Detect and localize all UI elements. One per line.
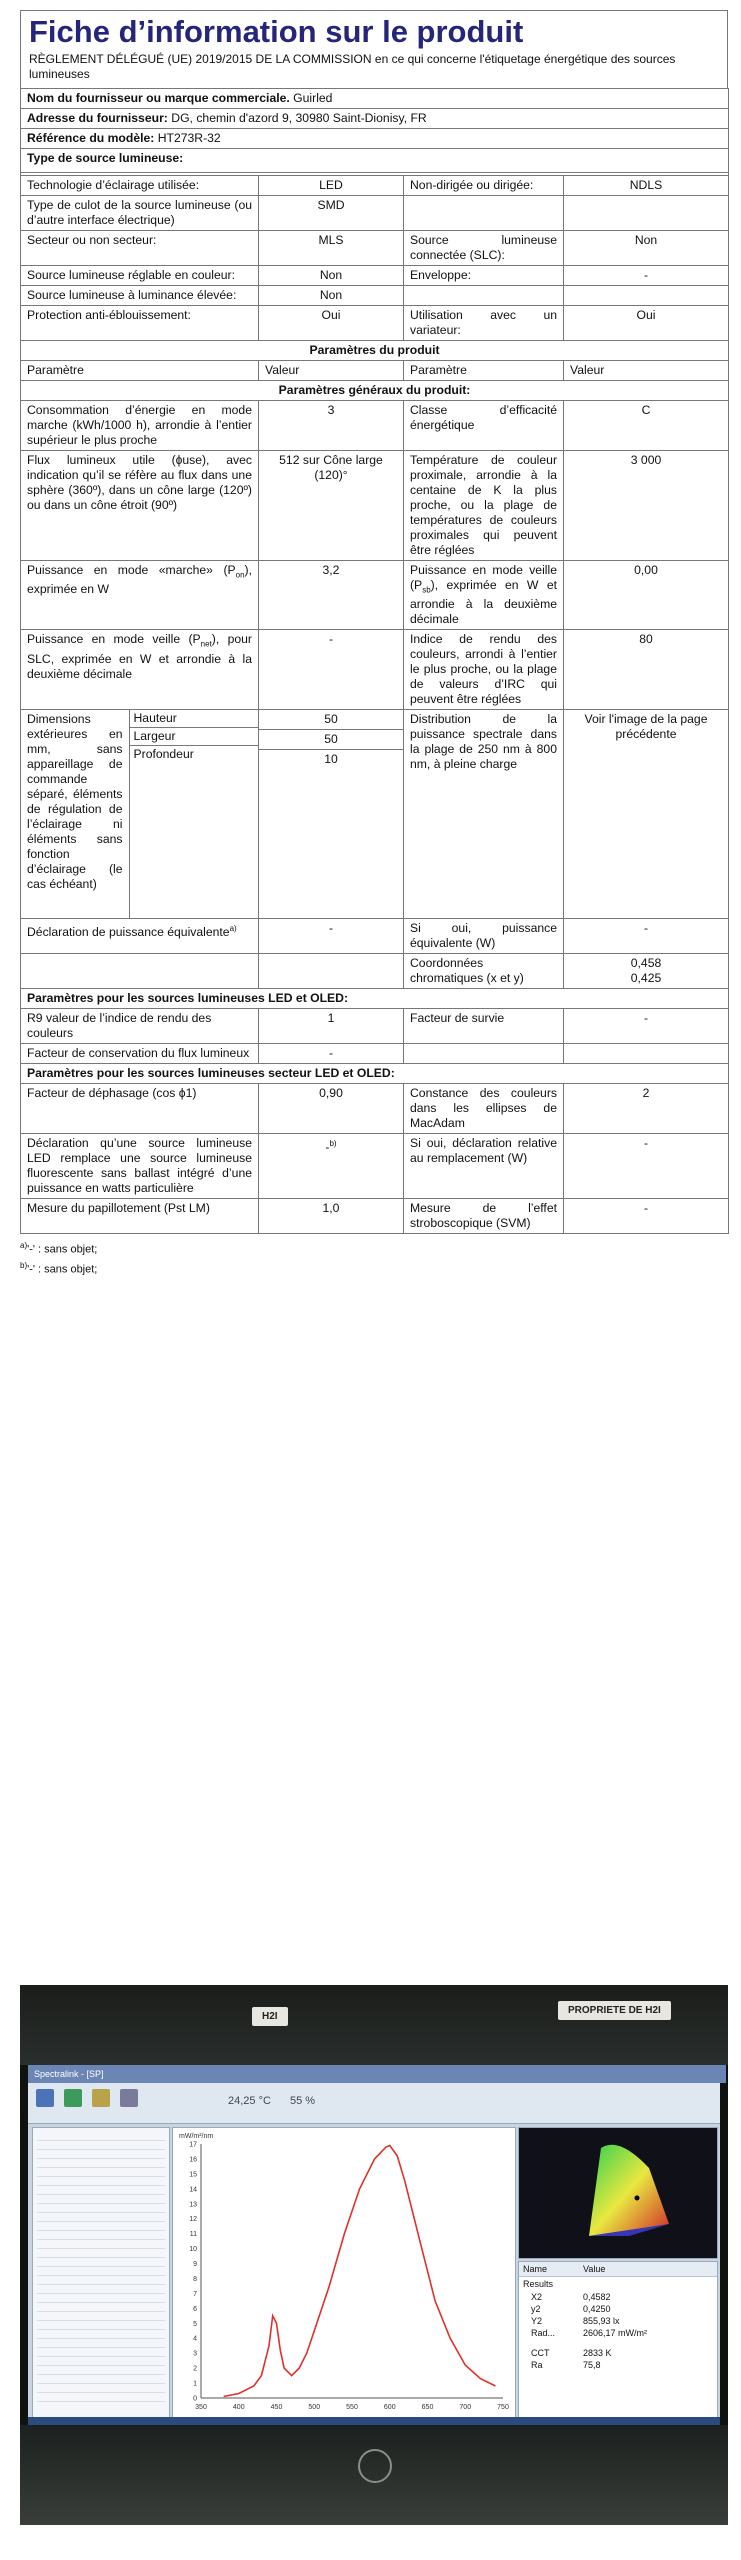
param-label: Mesure de l’effet stroboscopique (SVM) (404, 1199, 564, 1234)
param-value: C (564, 401, 729, 451)
result-name: X2 (531, 2292, 543, 2302)
address-value: DG, chemin d'azord 9, 30980 Saint-Dionisy, FR (171, 111, 427, 125)
dimension-value: 10 (324, 752, 338, 767)
spectrometer-photo (20, 1985, 728, 2525)
dimension-name: Profondeur (129, 746, 259, 919)
type-label: Source lumineuse connectée (SLC): (404, 231, 564, 266)
type-value: - (564, 266, 729, 286)
y-tick-label: 10 (189, 2246, 197, 2254)
col-header-param: Paramètre (21, 361, 259, 381)
dimension-value: 50 (259, 730, 403, 750)
result-value: 0,4250 (583, 2304, 611, 2314)
type-value: Oui (259, 306, 404, 341)
type-row (21, 286, 729, 306)
y-tick-label: 12 (189, 2216, 197, 2224)
title-box (20, 10, 728, 88)
footnotes (20, 1238, 728, 1277)
param-label: Indice de rendu des couleurs, arrondi à l’entier le plus proche, ou la plage de valeurs d’IRC qui peuvent être réglées (404, 630, 564, 710)
temperature-readout: 24,25 °C (228, 2095, 271, 2107)
label-part: ), pour SLC, exprimée en W et arrondie à la deuxième décimale (27, 632, 252, 681)
taskbar (28, 2417, 720, 2425)
param-row (21, 1044, 729, 1064)
param-label: Si oui, puissance équivalente (W) (404, 919, 564, 954)
type-row (21, 266, 729, 286)
address-row (21, 109, 729, 129)
x-tick-label: 550 (346, 2404, 358, 2411)
result-value: 75,8 (583, 2360, 601, 2370)
type-value (564, 196, 729, 231)
y-tick-label: 7 (193, 2290, 197, 2298)
results-header (519, 2262, 717, 2277)
param-label: Facteur de déphasage (cos ϕ1) (21, 1084, 259, 1134)
param-row (21, 710, 729, 919)
y-tick-label: 2 (193, 2365, 197, 2373)
model-label: Référence du modèle: (27, 131, 155, 145)
type-label: Technologie d’éclairage utilisée: (21, 176, 259, 196)
laptop-bezel (20, 1985, 728, 2065)
chart-axes (201, 2144, 503, 2398)
results-row (519, 2359, 717, 2371)
param-label: Distribution de la puissance spectrale dans la plage de 250 nm à 800 nm, à pleine charge (404, 710, 564, 919)
result-name: Rad... (531, 2328, 556, 2338)
results-heading: Results (523, 2279, 554, 2289)
type-value: MLS (259, 231, 404, 266)
param-value: Voir l'image de la page précédente (564, 710, 729, 919)
type-label (404, 196, 564, 231)
footnote-mark: b) (20, 1261, 28, 1271)
address-label: Adresse du fournisseur: (27, 111, 168, 125)
value-part: - (325, 1140, 330, 1155)
x-tick-label: 450 (270, 2404, 283, 2411)
param-label (21, 919, 259, 954)
param-value: 1 (259, 1009, 404, 1044)
humidity-readout: 55 % (290, 2095, 316, 2107)
type-value: SMD (259, 196, 404, 231)
param-value: - (259, 1044, 404, 1064)
page-title: Fiche d’information sur le produit (29, 14, 524, 49)
property-sticker: PROPRIETE DE H2I (558, 2001, 671, 2020)
result-value: 2833 K (583, 2348, 612, 2358)
results-col-name: Name (523, 2264, 548, 2274)
type-label: Source lumineuse réglable en couleur: (21, 266, 259, 286)
supplier-row (21, 89, 729, 109)
laptop-screen (28, 2065, 720, 2425)
param-label: Flux lumineux utile (ɸuse), avec indication qu’il se réfère au flux dans une sphère (360º), dans un cône large (120º) ou dans un cône étroit (90º) (21, 451, 259, 561)
small-sticker: H2I (252, 2007, 288, 2026)
param-value: - (259, 630, 404, 710)
results-col-value: Value (583, 2264, 606, 2274)
result-name: CCT (531, 2348, 550, 2358)
regulation-text: RÈGLEMENT DÉLÉGUÉ (UE) 2019/2015 DE LA COMMISSION en ce qui concerne l'étiquetage énergétique des sources lumineuses (29, 52, 676, 81)
param-row (21, 561, 729, 630)
chromaticity-point (635, 2196, 640, 2201)
result-name: Ra (531, 2360, 543, 2370)
dimensions-label: Dimensions extérieures en mm, sans appareillage de commande séparé, éléments de régulation de l’éclairage ni éléments sans fonction d’éclairage (le cas échéant) (27, 712, 123, 892)
y-tick-label: 1 (193, 2380, 197, 2388)
type-value: Non (564, 231, 729, 266)
x-tick-label: 400 (232, 2404, 245, 2411)
mains-heading: Paramètres pour les sources lumineuses secteur LED et OLED: (21, 1064, 729, 1084)
col-header-value: Valeur (564, 361, 729, 381)
y-tick-label: 0 (193, 2395, 197, 2403)
footnote-mark: a) (20, 1241, 28, 1251)
param-value: 80 (564, 630, 729, 710)
type-label: Non-dirigée ou dirigée: (404, 176, 564, 196)
type-label: Secteur ou non secteur: (21, 231, 259, 266)
type-label: Source lumineuse à luminance élevée: (21, 286, 259, 306)
general-heading: Paramètres généraux du produit: (21, 381, 729, 401)
col-header-param: Paramètre (404, 361, 564, 381)
empty-cell (564, 1044, 729, 1064)
param-value: - (564, 1009, 729, 1044)
results-panel (518, 2261, 718, 2419)
spectrum-chart (173, 2128, 513, 2416)
y-tick-label: 14 (189, 2186, 197, 2194)
x-tick-label: 700 (459, 2404, 472, 2411)
col-header-value: Valeur (259, 361, 404, 381)
spectrum-panel (172, 2127, 516, 2419)
footnote (20, 1238, 728, 1258)
x-tick-label: 500 (308, 2404, 321, 2411)
param-value: 512 sur Cône large (120)° (259, 451, 404, 561)
param-label: Température de couleur proximale, arrondie à la centaine de K la plus proche, ou la plage de températures de couleurs proximales qui peuvent être réglées (404, 451, 564, 561)
footnote-text: '-' : sans objet; (27, 1263, 98, 1276)
param-value: 1,0 (259, 1199, 404, 1234)
type-value: Non (259, 266, 404, 286)
x-tick-label: 350 (195, 2404, 207, 2411)
param-label: Classe d’efficacité énergétique (404, 401, 564, 451)
chroma-y: 0,425 (630, 971, 662, 986)
results-row (519, 2315, 717, 2327)
type-row (21, 231, 729, 266)
chroma-x: 0,458 (630, 956, 662, 971)
type-label: Type de culot de la source lumineuse (ou d’autre interface électrique) (21, 196, 259, 231)
dimensions-values-cell (259, 710, 404, 919)
dimension-name: Largeur (129, 728, 259, 746)
param-row (21, 451, 729, 561)
param-label: Facteur de survie (404, 1009, 564, 1044)
param-label (21, 561, 259, 630)
param-value: 2 (564, 1084, 729, 1134)
param-label (404, 561, 564, 630)
info-table (20, 88, 729, 1234)
y-tick-label: 16 (189, 2156, 197, 2164)
label-part: ), exprimée en W (27, 563, 252, 597)
dimensions-table (21, 710, 259, 918)
result-value: 0,4582 (583, 2292, 611, 2302)
y-tick-label: 8 (193, 2275, 197, 2283)
param-row (21, 919, 729, 954)
param-row (21, 1134, 729, 1199)
footnote-text: '-' : sans objet; (27, 1244, 98, 1257)
dimension-name: Hauteur (129, 710, 259, 728)
type-row (21, 176, 729, 196)
cie-locus (589, 2145, 669, 2236)
y-tick-label: 4 (193, 2335, 197, 2343)
result-name: y2 (531, 2304, 541, 2314)
empty-cell (404, 1044, 564, 1064)
app-title-bar: Spectralink - [SP] (28, 2065, 726, 2083)
subscript: sb (422, 585, 431, 595)
y-tick-label: 17 (189, 2141, 197, 2149)
y-tick-label: 11 (189, 2231, 197, 2239)
param-row (21, 1084, 729, 1134)
param-label: R9 valeur de l’indice de rendu des couleurs (21, 1009, 259, 1044)
footnote (20, 1258, 728, 1278)
type-row (21, 196, 729, 231)
subscript: on (235, 570, 245, 580)
type-value: Non (259, 286, 404, 306)
results-row (519, 2339, 717, 2359)
param-value: 3,2 (259, 561, 404, 630)
type-label (404, 286, 564, 306)
footnote-mark: a) (229, 924, 237, 934)
y-tick-label: 13 (189, 2201, 197, 2209)
param-label: Déclaration qu’une source lumineuse LED remplace une source lumineuse fluorescente sans ballast intégré d’une puissance en watts particulière (21, 1134, 259, 1199)
column-header-row (21, 361, 729, 381)
supplier-value: Guirled (293, 91, 333, 105)
param-label: Mesure du papillotement (Pst LM) (21, 1199, 259, 1234)
param-label (21, 630, 259, 710)
results-row (519, 2291, 717, 2303)
led-oled-heading: Paramètres pour les sources lumineuses LED et OLED: (21, 989, 729, 1009)
result-value: 855,93 lx (583, 2316, 620, 2326)
params-heading: Paramètres du produit (21, 341, 729, 361)
param-row (21, 1199, 729, 1234)
param-label: Si oui, déclaration relative au remplacement (W) (404, 1134, 564, 1199)
type-value: LED (259, 176, 404, 196)
spectrum-series-line (224, 2146, 496, 2397)
type-value: NDLS (564, 176, 729, 196)
data-tree-panel (32, 2127, 170, 2419)
x-tick-label: 650 (421, 2404, 434, 2411)
param-row (21, 954, 729, 989)
param-label: Constance des couleurs dans les ellipses de MacAdam (404, 1084, 564, 1134)
label-part: Puissance en mode «marche» (P (27, 563, 236, 577)
y-tick-label: 6 (193, 2305, 197, 2313)
type-value (564, 286, 729, 306)
param-row (21, 630, 729, 710)
result-value: 2606,17 mW/m² (583, 2328, 648, 2338)
param-value: 3 (259, 401, 404, 451)
param-row (21, 1009, 729, 1044)
hp-logo-icon (358, 2449, 392, 2483)
type-label: Enveloppe: (404, 266, 564, 286)
chart-ticks (189, 2142, 509, 2412)
param-label: Coordonnées chromatiques (x et y) (404, 954, 564, 989)
param-value (259, 1134, 404, 1199)
label-part: ), exprimée en W et arrondie à la deuxième décimale (410, 578, 557, 627)
type-label: Utilisation avec un variateur: (404, 306, 564, 341)
y-tick-label: 3 (193, 2350, 197, 2358)
x-tick-label: 750 (497, 2404, 509, 2411)
cie-diagram-panel (518, 2127, 718, 2259)
type-value: Oui (564, 306, 729, 341)
param-value: - (564, 919, 729, 954)
save-icon[interactable] (64, 2089, 82, 2107)
param-label: Facteur de conservation du flux lumineux (21, 1044, 259, 1064)
dimension-value: 50 (259, 710, 403, 730)
subscript: net (200, 639, 212, 649)
x-tick-label: 600 (383, 2404, 396, 2411)
y-tick-label: 15 (189, 2171, 197, 2179)
param-row (21, 401, 729, 451)
results-row (519, 2327, 717, 2339)
type-row (21, 306, 729, 341)
results-row (519, 2303, 717, 2315)
param-value: 3 000 (564, 451, 729, 561)
supplier-label: Nom du fournisseur ou marque commerciale. (27, 91, 290, 105)
param-value (564, 954, 729, 989)
model-row (21, 129, 729, 149)
y-tick-label: 9 (193, 2261, 197, 2269)
dimensions-cell (21, 710, 259, 919)
param-value: - (259, 919, 404, 954)
label-part: Puissance en mode veille (P (27, 632, 201, 647)
empty-cell (259, 954, 404, 989)
param-value: 0,00 (564, 561, 729, 630)
measure-icon[interactable] (92, 2089, 110, 2107)
footnote-mark: b) (329, 1139, 337, 1149)
settings-icon[interactable] (120, 2089, 138, 2107)
model-value: HT273R-32 (157, 131, 221, 145)
label-part: Déclaration de puissance équivalente (27, 925, 230, 940)
param-value: - (564, 1134, 729, 1199)
label-part: Puissance en mode veille (P (410, 563, 557, 592)
cie-diagram (519, 2128, 715, 2256)
chart-title: mW/m²/nm (179, 2133, 214, 2140)
laptop-base (20, 2425, 728, 2525)
empty-cell (21, 954, 259, 989)
param-value: - (564, 1199, 729, 1234)
param-value: 0,90 (259, 1084, 404, 1134)
result-name: Y2 (531, 2316, 543, 2326)
type-label: Protection anti-éblouissement: (21, 306, 259, 341)
app-toolbar (28, 2083, 720, 2124)
open-icon[interactable] (36, 2089, 54, 2107)
product-information-sheet (20, 10, 728, 1278)
data-tree-rows (37, 2132, 165, 2402)
type-heading: Type de source lumineuse: (21, 149, 729, 173)
param-label: Consommation d’énergie en mode marche (kWh/1000 h), arrondie à l’entier supérieur le plus proche (21, 401, 259, 451)
y-tick-label: 5 (193, 2320, 197, 2328)
